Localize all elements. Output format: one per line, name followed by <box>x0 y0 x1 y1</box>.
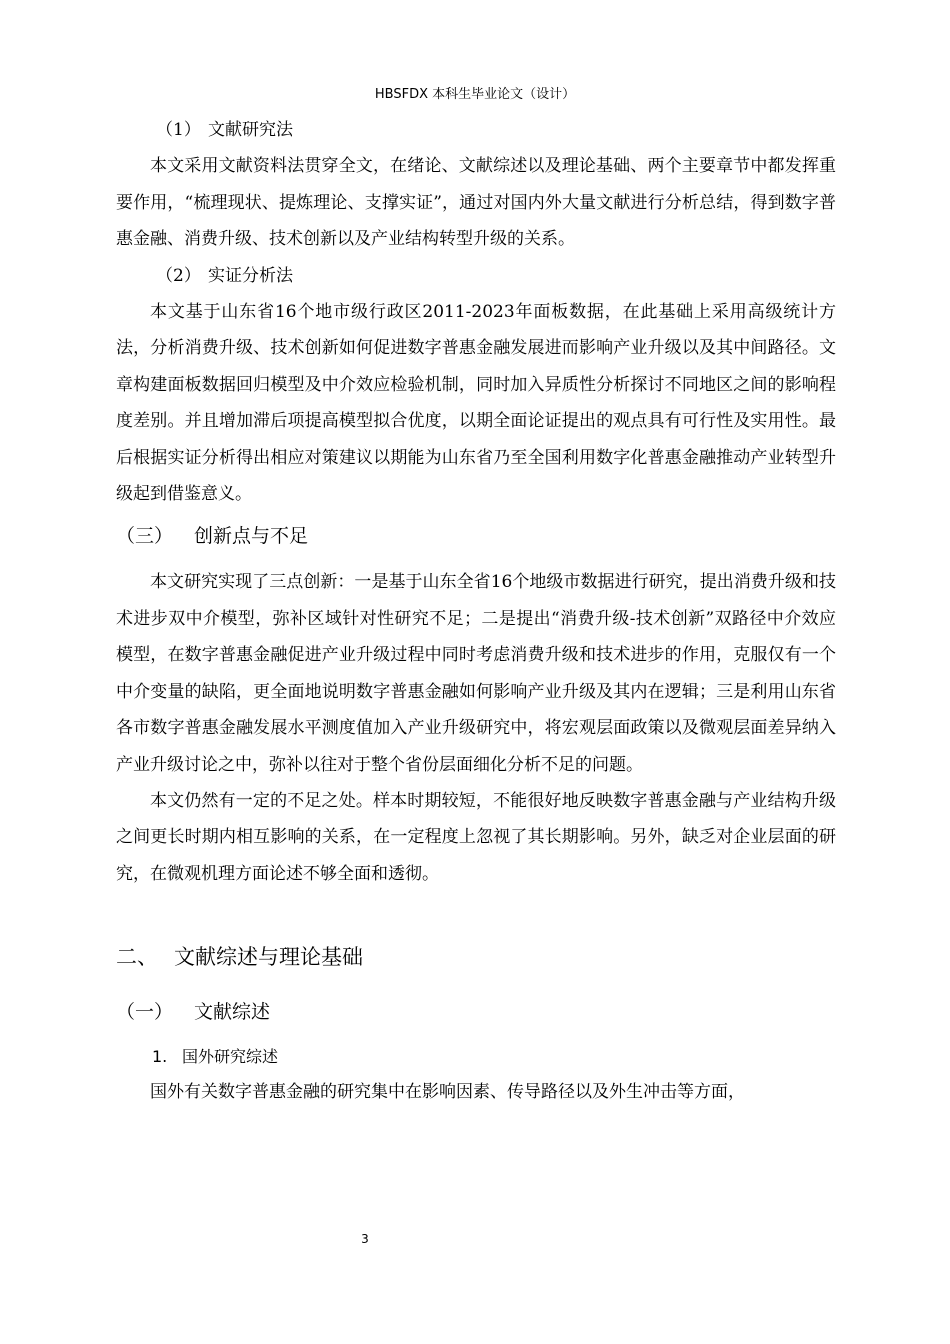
subsection-title: 国外研究综述 <box>182 1047 279 1067</box>
foreign-review-paragraph: 国外有关数字普惠金融的研究集中在影响因素、传导路径以及外生冲击等方面， <box>150 1082 745 1103</box>
method-empirical-paragraph: 本文基于山东省16个地市级行政区2011-2023年面板数据，在此基础上采用高级统计方法，分析消费升级、技术创新如何促进数字普惠金融发展进而影响产业升级以及其中间路径。文章构建面板数据回归模型及中介效应检验机制，同时加入异质性分析探讨不同地区之间的影响程度差别。并且增加滞后项提高模型拟合优度，以期全面论证提出的观点具有可行性及实用性。最后根据实证分析得出相应对策建议以期能为山东省乃至全国利用数字化普惠金融推动产业转型升级起到借鉴意义。 <box>116 302 836 505</box>
section-title: 文献综述 <box>194 1001 271 1024</box>
method-heading-empirical <box>116 258 836 294</box>
page-header: HBSFDX 本科生毕业论文（设计） <box>374 87 576 102</box>
section-heading-literature-review <box>116 994 836 1030</box>
section-number: （三） <box>116 525 174 548</box>
innovation-paragraph: 本文研究实现了三点创新：一是基于山东全省16个地级市数据进行研究，提出消费升级和技术进步双中介模型，弥补区域针对性研究不足；二是提出“消费升级-技术创新”双路径中介效应模型，在数字普惠金融促进产业升级过程中同时考虑消费升级和技术进步的作用，克服仅有一个中介变量的缺陷，更全面地说明数字普惠金融如何影响产业升级及其内在逻辑；三是利用山东省各市数字普惠金融发展水平测度值加入产业升级研究中，将宏观层面政策以及微观层面差异纳入产业升级讨论之中，弥补以往对于整个省份层面细化分析不足的问题。 <box>116 572 836 775</box>
section-heading-innovation <box>116 518 836 554</box>
page-body <box>116 112 836 1111</box>
section-title: 创新点与不足 <box>194 525 309 548</box>
method-number: （2） <box>156 265 201 286</box>
chapter-title: 文献综述与理论基础 <box>174 945 363 970</box>
chapter-number: 二、 <box>116 945 158 970</box>
subsection-number: 1. <box>152 1047 168 1067</box>
method-literature-paragraph: 本文采用文献资料法贯穿全文，在绪论、文献综述以及理论基础、两个主要章节中都发挥重要作用，“梳理现状、提炼理论、支撑实证”，通过对国内外大量文献进行分析总结，得到数字普惠金融、消费升级、技术创新以及产业结构转型升级的关系。 <box>116 156 836 250</box>
method-title: 文献研究法 <box>208 120 293 140</box>
method-number: （1） <box>156 120 201 140</box>
method-title: 实证分析法 <box>208 265 293 286</box>
page-number: 3 <box>361 1232 369 1246</box>
shortcomings-paragraph: 本文仍然有一定的不足之处。样本时期较短，不能很好地反映数字普惠金融与产业结构升级之间更长时期内相互影响的关系，在一定程度上忽视了其长期影响。另外，缺乏对企业层面的研究，在微观机理方面论述不够全面和透彻。 <box>116 790 836 884</box>
chapter-heading <box>116 938 836 976</box>
subsection-heading-foreign <box>116 1040 836 1074</box>
method-heading-literature <box>116 112 836 148</box>
section-number: （一） <box>116 1001 174 1024</box>
